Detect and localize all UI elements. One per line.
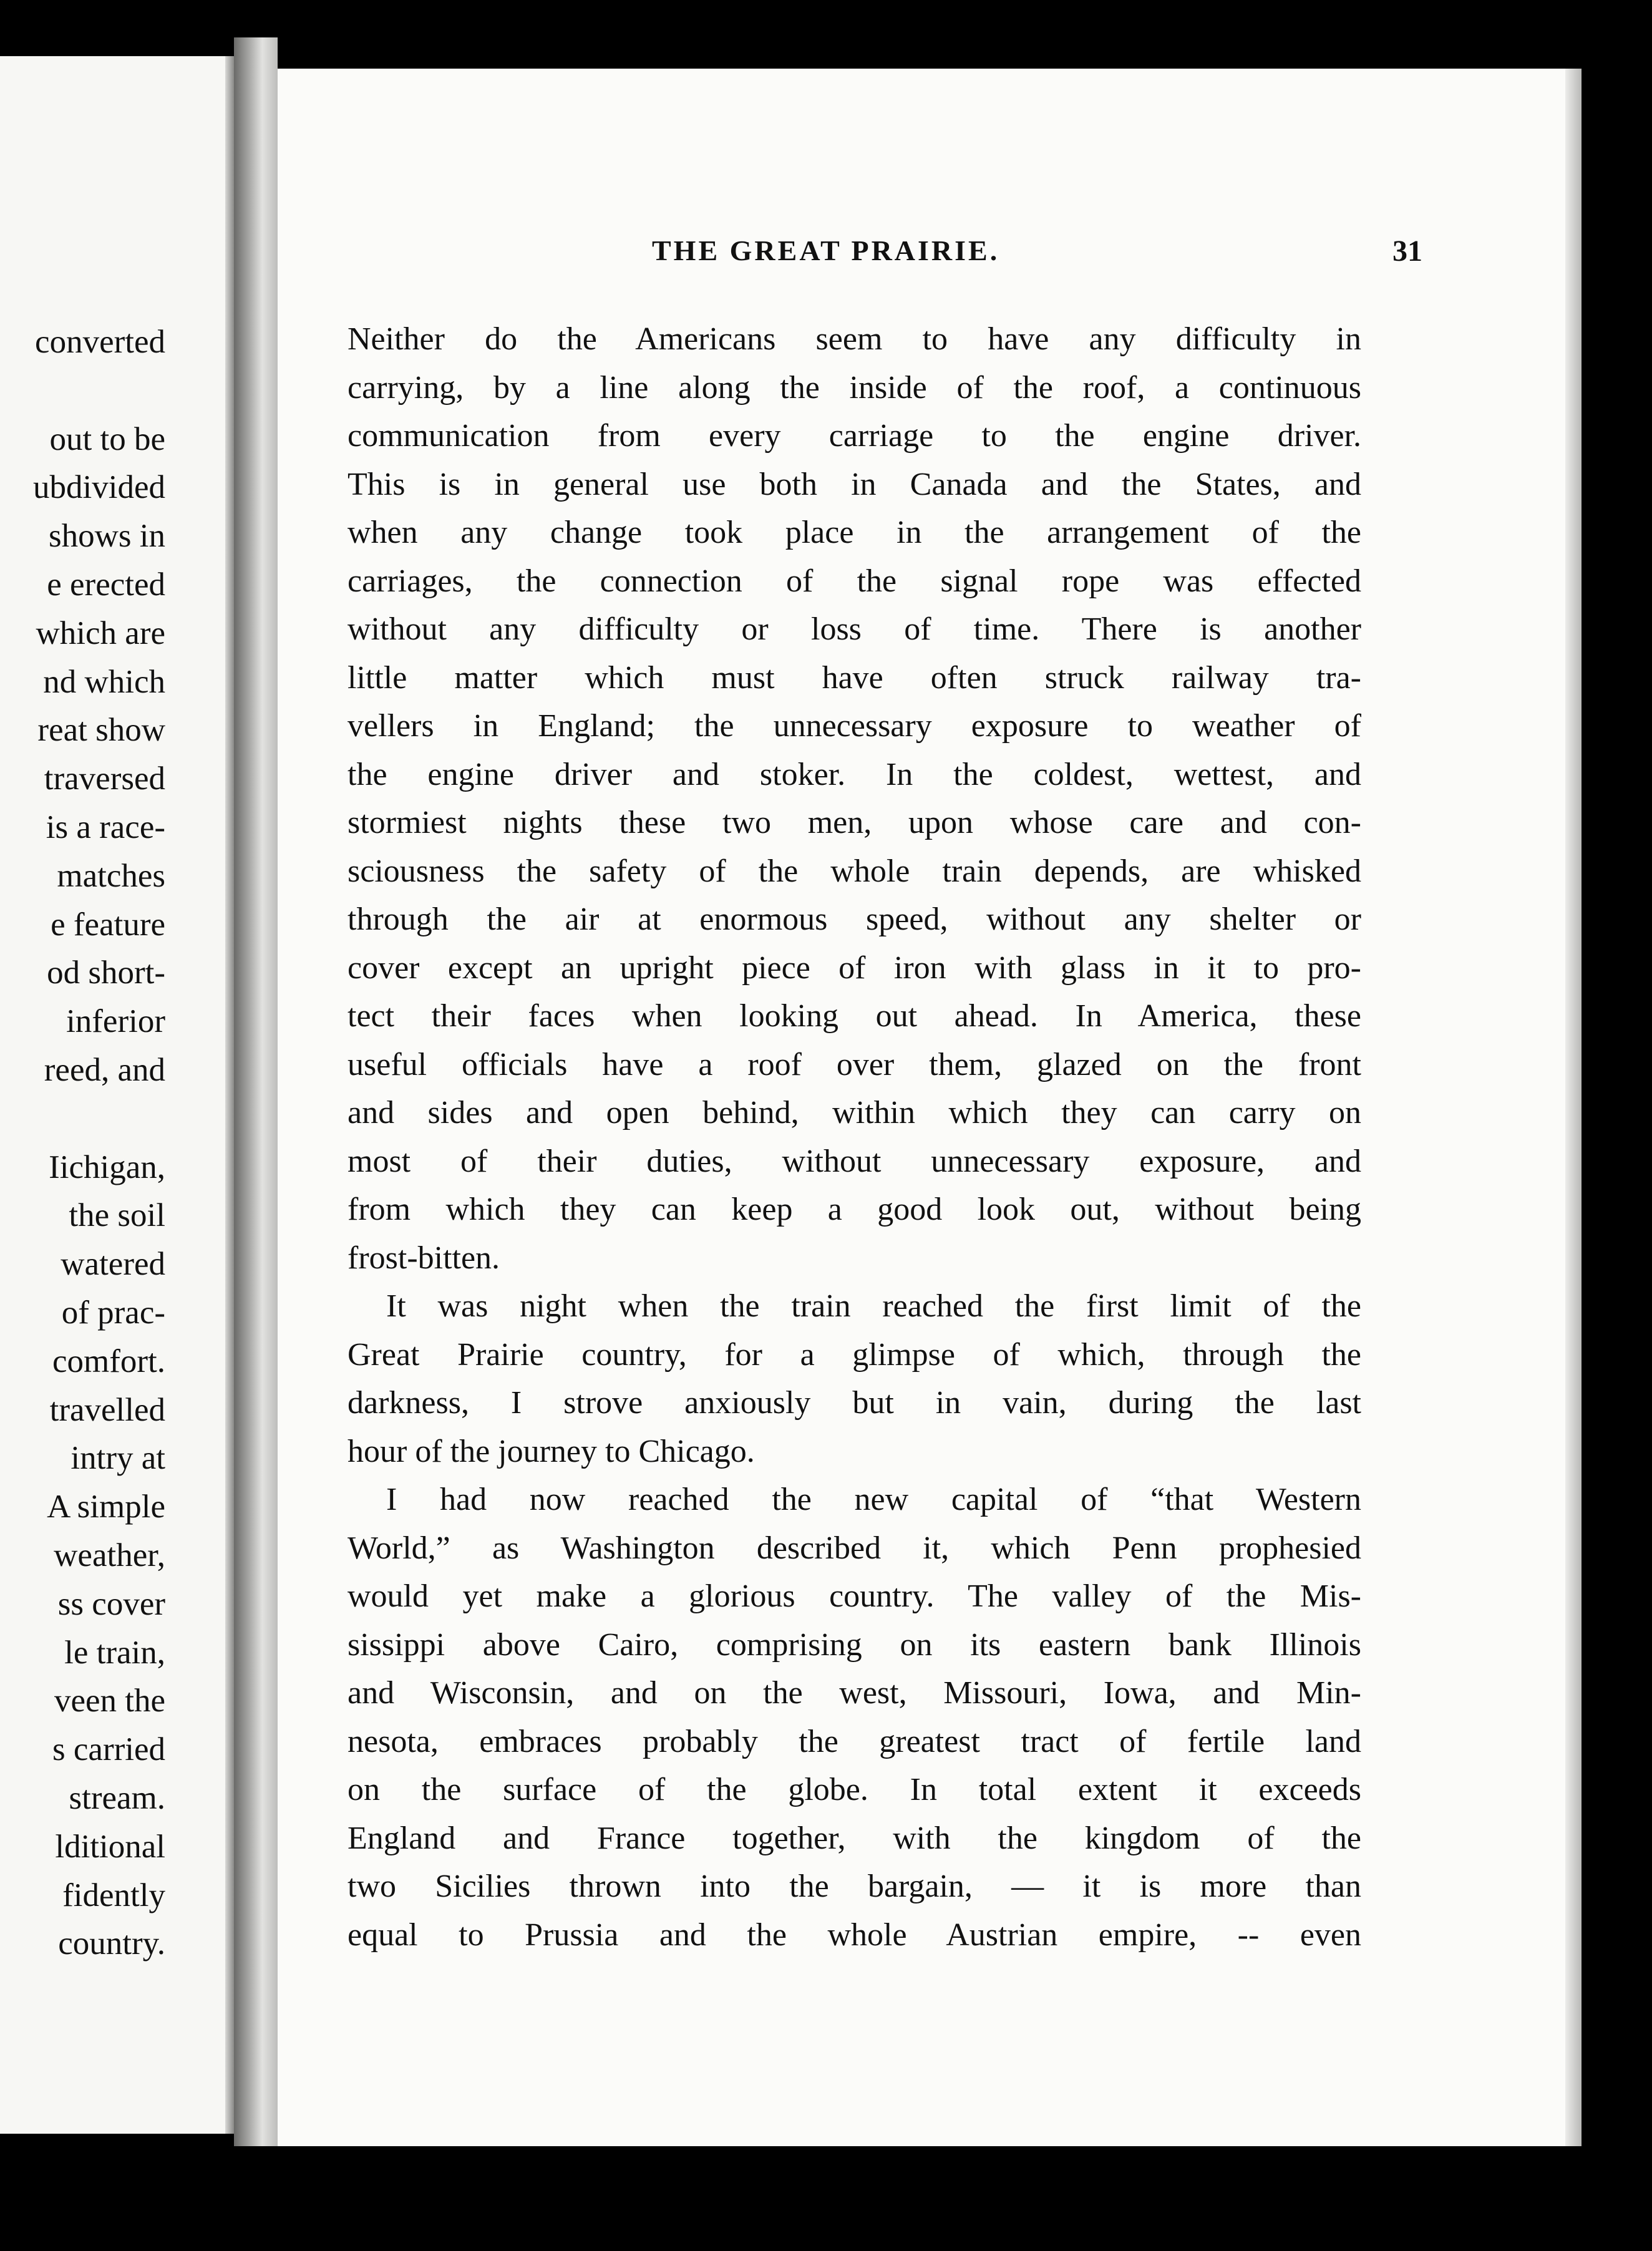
text-line: Neither do the Americans seem to have any difficulty in: [347, 321, 1361, 357]
left-page-line: converted: [35, 324, 165, 360]
left-page-line: out to be: [49, 421, 165, 457]
left-page-line: reed, and: [44, 1051, 165, 1088]
left-page-line: Iichigan,: [49, 1149, 165, 1185]
text-line: frost-bitten.: [347, 1240, 500, 1276]
left-page-line: is a race-: [46, 809, 165, 845]
left-page-line: watered: [61, 1246, 165, 1283]
text-line: carriages, the connection of the signal rope was effected: [347, 563, 1361, 599]
left-page-line: weather,: [54, 1537, 165, 1573]
text-line: This is in general use both in Canada and the States, and: [347, 466, 1361, 502]
left-page-line: intry at: [70, 1440, 165, 1477]
text-line: World,” as Washington described it, which Penn prophesied: [347, 1530, 1361, 1566]
text-line: England and France together, with the kingdom of the: [347, 1820, 1361, 1856]
left-page-line: e erected: [47, 566, 165, 603]
left-page-line: [33, 1095, 165, 1144]
page-body-text: [347, 315, 1361, 1959]
text-line: most of their duties, without unnecessary exposure, and: [347, 1143, 1361, 1179]
running-title: THE GREAT PRAIRIE.: [652, 235, 1000, 266]
left-page-line: e feature: [51, 906, 165, 943]
text-line: hour of the journey to Chicago.: [347, 1433, 755, 1469]
text-line: when any change took place in the arrangement of the: [347, 515, 1361, 550]
book-gutter: [234, 37, 278, 2146]
text-line: the engine driver and stoker. In the coldest, wettest, and: [347, 756, 1361, 792]
left-page-line: inferior: [66, 1003, 165, 1040]
left-page-line: nd which: [43, 663, 165, 700]
text-line: useful officials have a roof over them, glazed on the front: [347, 1046, 1361, 1082]
page-number: 31: [1392, 235, 1422, 268]
left-page: [0, 56, 234, 2134]
text-line: little matter which must have often struck railway tra-: [347, 659, 1361, 696]
left-page-line: ubdivided: [33, 469, 165, 506]
text-line: cover except an upright piece of iron with glass in it to pro-: [347, 950, 1361, 986]
left-page-line: travelled: [49, 1391, 165, 1428]
text-line: without any difficulty or loss of time. There is another: [347, 611, 1361, 647]
left-page-edge: [225, 56, 234, 2134]
left-page-line: country.: [58, 1925, 165, 1962]
left-page-line: veen the: [54, 1683, 165, 1719]
left-page-line: the soil: [69, 1197, 165, 1234]
text-line: tect their faces when looking out ahead. In America, these: [347, 998, 1361, 1034]
text-line: two Sicilies thrown into the bargain, — it is more than: [347, 1869, 1361, 1904]
text-line: sciousness the safety of the whole train depends, are whisked: [347, 853, 1361, 889]
text-line: communication from every carriage to the engine driver.: [347, 418, 1361, 454]
left-page-line: comfort.: [52, 1343, 165, 1379]
left-page-line: of prac-: [61, 1294, 165, 1331]
text-line: nesota, embraces probably the greatest tract of fertile land: [347, 1723, 1361, 1759]
text-line: equal to Prussia and the whole Austrian empire, -- even: [347, 1917, 1361, 1953]
left-page-line: lditional: [55, 1828, 165, 1865]
left-page-line: [33, 367, 165, 416]
left-page-line: shows in: [48, 518, 165, 555]
text-line: vellers in England; the unnecessary exposure to weather of: [347, 708, 1361, 744]
left-page-line: fidently: [62, 1877, 165, 1913]
left-page-line: le train,: [64, 1634, 165, 1671]
text-line: and sides and open behind, within which they can carry on: [347, 1095, 1361, 1130]
left-page-line: A simple: [47, 1489, 165, 1525]
right-page: [278, 69, 1582, 2146]
text-line: sissippi above Cairo, comprising on its eastern bank Illinois: [347, 1626, 1361, 1663]
left-page-text: [33, 318, 165, 1968]
text-line: darkness, I strove anxiously but in vain, during the last: [347, 1385, 1361, 1421]
right-page-edge: [1565, 69, 1582, 2146]
text-line: carrying, by a line along the inside of the roof, a continuous: [347, 369, 1361, 406]
left-page-line: s carried: [52, 1731, 165, 1768]
text-line: It was night when the train reached the first limit of the: [386, 1288, 1361, 1324]
left-page-line: ss cover: [57, 1585, 165, 1622]
text-line: from which they can keep a good look out, without being: [347, 1192, 1361, 1227]
text-line: and Wisconsin, and on the west, Missouri, Iowa, and Min-: [347, 1675, 1361, 1711]
running-head: [278, 234, 1582, 278]
left-page-line: stream.: [69, 1779, 165, 1816]
text-line: stormiest nights these two men, upon whose care and con-: [347, 805, 1361, 840]
text-line: I had now reached the new capital of “that Western: [386, 1482, 1361, 1517]
left-page-line: od short-: [47, 955, 165, 991]
left-page-line: reat show: [37, 712, 165, 749]
text-line: on the surface of the globe. In total extent it exceeds: [347, 1772, 1361, 1807]
text-line: Great Prairie country, for a glimpse of which, through the: [347, 1336, 1361, 1373]
left-page-line: which are: [36, 615, 165, 651]
left-page-line: traversed: [44, 761, 165, 797]
text-line: through the air at enormous speed, without any shelter or: [347, 902, 1361, 937]
text-line: would yet make a glorious country. The valley of the Mis-: [347, 1578, 1361, 1614]
left-page-line: matches: [57, 857, 165, 894]
